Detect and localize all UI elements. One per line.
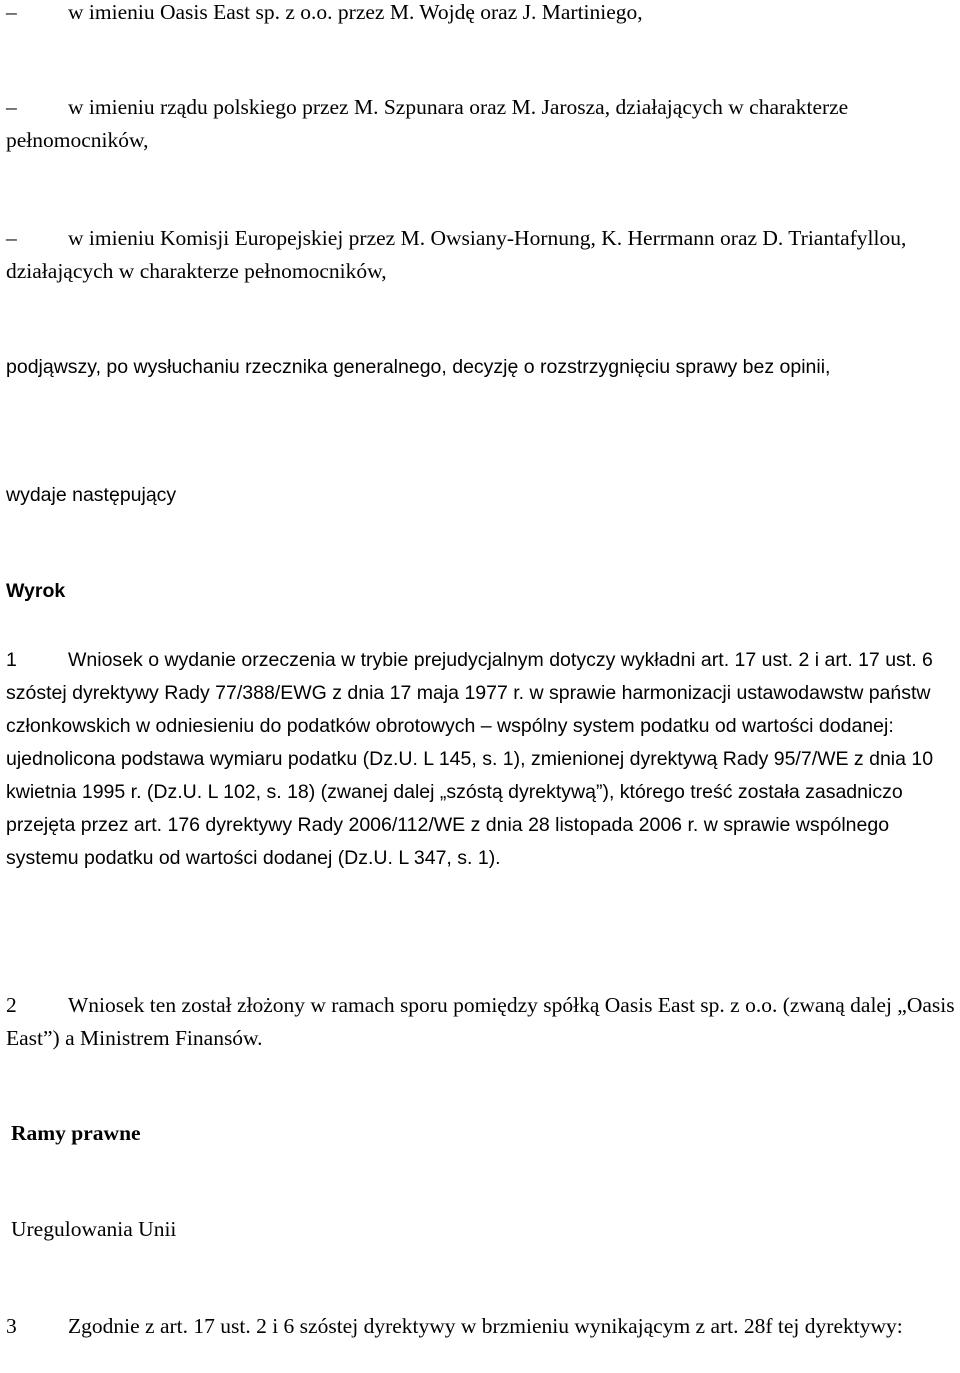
list-dash: –: [6, 95, 17, 119]
representative-item-oasis: [6, 0, 956, 29]
paragraph-text: Zgodnie z art. 17 ust. 2 i 6 szóstej dyrektywy w brzmieniu wynikającym z art. 28f tej dyrektywy:: [68, 1314, 903, 1338]
paragraph-number: 2: [6, 993, 17, 1017]
representative-item-government: [6, 91, 956, 157]
representative-text: w imieniu Oasis East sp. z o.o. przez M. Wojdę oraz J. Martiniego,: [68, 0, 643, 24]
paragraph-number: 1: [6, 649, 17, 671]
legal-framework-heading: Ramy prawne: [11, 1121, 141, 1145]
issues-text: wydaje następujący: [6, 484, 177, 506]
paragraph-text: Wniosek o wydanie orzeczenia w trybie prejudycjalnym dotyczy wykładni art. 17 ust. 2 i art. 17 ust. 6 szóstej dyrektywy Rady 77/388/EWG z dnia 17 maja 1977 r. w sprawie harmonizacji ustawodawstw państw członkowskich w odniesieniu do podatków obrotowych – wspólny system podatku od wartości dodanej: ujednolicona podstawa wymiaru podatku (Dz.U. L 145, s. 1), zmienionej dyrektywą Rady 95/7/WE z dnia 10 kwietnia 1995 r. (Dz.U. L 102, s. 18) (zwanej dalej „szóstą dyrektywą”), którego treść została zasadniczo przejęta przez art. 176 dyrektywy Rady 2006/112/WE z dnia 28 listopada 2006 r. w sprawie wspólnego systemu podatku od wartości dodanej (Dz.U. L 347, s. 1).: [6, 649, 934, 869]
list-dash: –: [6, 0, 17, 24]
paragraph-1: [6, 644, 956, 875]
paragraph-2: [6, 989, 956, 1055]
paragraph-3: [6, 1310, 956, 1343]
list-dash: –: [6, 226, 17, 250]
paragraph-text: Wniosek ten został złożony w ramach sporu pomiędzy spółką Oasis East sp. z o.o. (zwaną dalej „Oasis East”) a Ministrem Finansów.: [6, 993, 955, 1050]
representative-text: w imieniu rządu polskiego przez M. Szpunara oraz M. Jarosza, działających w charakterze pełnomocników,: [6, 95, 849, 152]
representative-text: w imieniu Komisji Europejskiej przez M. Owsiany‑Hornung, K. Herrmann oraz D. Triantafyllou, działających w charakterze pełnomocników,: [6, 226, 907, 283]
paragraph-number: 3: [6, 1314, 17, 1338]
judgment-heading: Wyrok: [6, 580, 66, 602]
representative-item-commission: [6, 222, 956, 288]
decision-text: podjąwszy, po wysłuchaniu rzecznika generalnego, decyzję o rozstrzygnięciu sprawy bez opinii,: [6, 356, 831, 378]
eu-law-heading: Uregulowania Unii: [11, 1217, 177, 1241]
